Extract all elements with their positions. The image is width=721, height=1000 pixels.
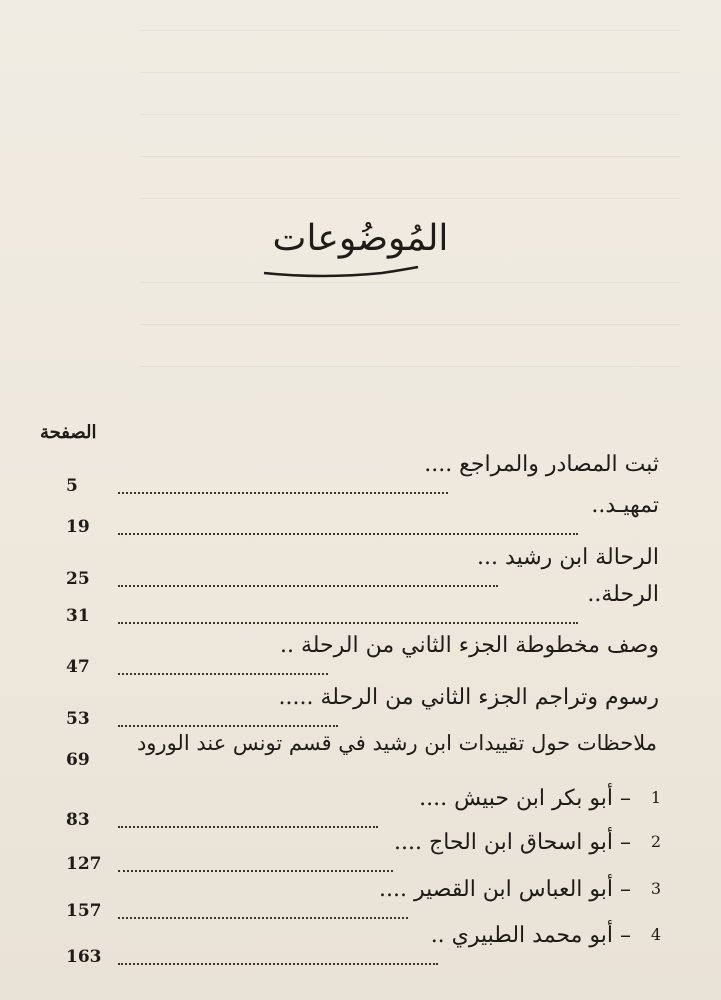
toc-entry-page: 69	[66, 750, 90, 770]
toc-entry-page: 47	[66, 657, 90, 677]
dot-leader	[118, 951, 438, 965]
page-column-header: الصفحة	[40, 422, 97, 443]
toc-entry-page: 163	[66, 947, 102, 967]
show-through-line	[140, 324, 680, 325]
toc-entry-page: 127	[66, 854, 102, 874]
dot-leader	[118, 480, 448, 494]
toc-entry-title: وصف مخطوطة الجزء الثاني من الرحلة ..	[279, 633, 659, 658]
toc-entry-title: الرحلة..	[587, 582, 659, 607]
toc-entry[interactable]	[0, 733, 721, 789]
toc-entry-title: رسوم وتراجم الجزء الثاني من الرحلة .....	[278, 685, 659, 710]
toc-entry-title: الرحالة ابن رشيد ...	[477, 545, 659, 570]
toc-entry-title: – أبو العباس ابن القصير ....	[379, 877, 631, 902]
show-through-line	[140, 30, 680, 31]
toc-entry-title: – أبو محمد الطبيري ..	[430, 923, 631, 948]
toc-entry-title: – أبو بكر ابن حبيش ....	[419, 786, 631, 811]
toc-entry-page: 53	[66, 709, 90, 729]
toc-entry-title: تمهيـد..	[591, 493, 659, 518]
toc-entry-page: 19	[66, 517, 90, 537]
dot-leader	[118, 521, 578, 535]
toc-entry-title: – أبو اسحاق ابن الحاج ....	[394, 830, 631, 855]
dot-leader	[118, 858, 393, 872]
toc-entry-page: 25	[66, 569, 90, 589]
show-through-line	[140, 366, 680, 367]
show-through-line	[140, 282, 680, 283]
dot-leader	[118, 814, 378, 828]
toc-entry[interactable]	[0, 493, 721, 549]
show-through-line	[140, 198, 680, 199]
dot-leader	[118, 610, 578, 624]
page-title: المُوضُوعات	[272, 218, 449, 259]
toc-entry-page: 83	[66, 810, 90, 830]
toc-entry-index: 3	[650, 879, 661, 898]
toc-entry-index: 1	[650, 788, 661, 807]
dot-leader	[118, 905, 408, 919]
show-through-line	[140, 72, 680, 73]
dot-leader	[118, 713, 338, 727]
toc-entry-index: 4	[650, 925, 661, 944]
toc-entry[interactable]	[0, 582, 721, 638]
toc-entry[interactable]	[0, 633, 721, 689]
toc-entry-page: 157	[66, 901, 102, 921]
title-swash-ornament	[262, 265, 422, 279]
dot-leader	[118, 661, 328, 675]
toc-entry-index: 2	[650, 832, 661, 851]
toc-entry-page: 5	[66, 476, 78, 496]
toc-entry-title: ثبت المصادر والمراجع ....	[424, 452, 659, 477]
toc-entry-page: 31	[66, 606, 90, 626]
show-through-line	[140, 114, 680, 115]
show-through-line	[140, 156, 680, 157]
toc-entry-title: ملاحظات حول تقييدات ابن رشيد في قسم تونس عند الورود	[136, 731, 657, 755]
toc-entry[interactable]	[0, 923, 721, 979]
